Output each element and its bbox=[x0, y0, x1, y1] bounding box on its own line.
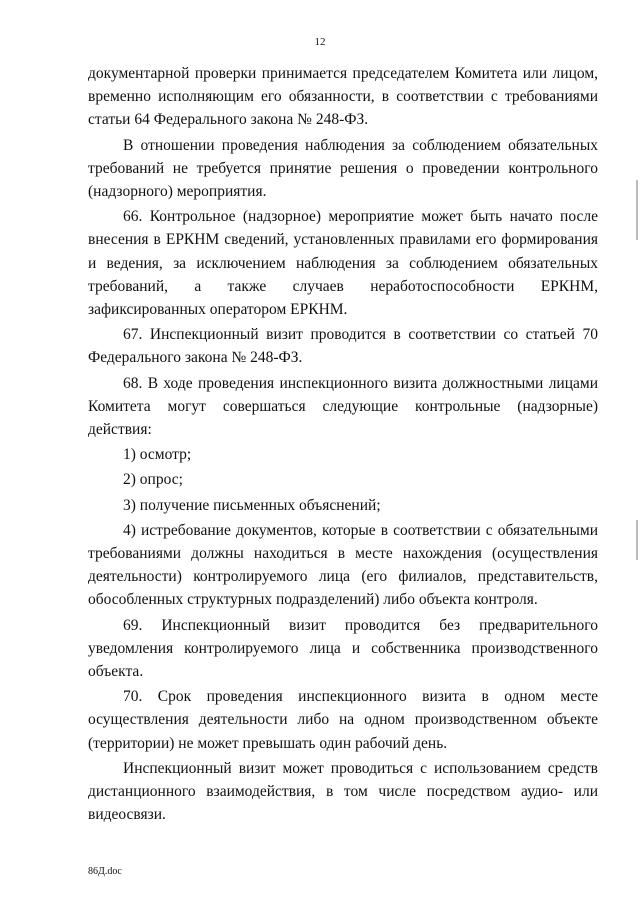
page-number: 12 bbox=[314, 36, 326, 48]
footer-filename: 86Д.doc bbox=[88, 866, 122, 877]
list-item-2: 2) опрос; bbox=[123, 471, 183, 489]
paragraph-68: 68. В ходе проведения инспекционного визита должностными лицами Комитета могут совершаться следующие контрольные (надзорные) действия: bbox=[88, 374, 598, 439]
paragraph-67: 67. Инспекционный визит проводится в соответствии со статьей 70 Федерального закона № 248-ФЗ. bbox=[88, 326, 598, 367]
scan-edge-mark bbox=[636, 180, 638, 240]
list-item-3: 3) получение письменных объяснений; bbox=[123, 496, 381, 514]
paragraph-66: 66. Контрольное (надзорное) мероприятие может быть начато после внесения в ЕРКНМ сведений, установленных правилами его формирования и ведения, за исключением наблюдения за соблюдением обязательных требований, а также случаев неработоспособности ЕРКНМ, зафиксированных оператором ЕРКНМ. bbox=[88, 208, 598, 319]
paragraph-continuation: документарной проверки принимается председателем Комитета или лицом, временно исполняющим его обязанности, в соответствии с требованиями статьи 64 Федерального закона № 248-ФЗ. bbox=[88, 65, 598, 129]
paragraph-observation: В отношении проведения наблюдения за соблюдением обязательных требований не требуется принятие решения о проведении контрольного (надзорного) мероприятия. bbox=[88, 136, 598, 201]
paragraph-69: 69. Инспекционный визит проводится без предварительного уведомления контролируемого лица и собственника производственного объекта. bbox=[88, 616, 598, 681]
paragraph-remote-visit: Инспекционный визит может проводиться с использованием средств дистанционного взаимодействия, в том числе посредством аудио- или видеосвязи. bbox=[88, 759, 598, 824]
scan-edge-mark bbox=[636, 520, 638, 560]
list-item-1: 1) осмотр; bbox=[123, 446, 192, 464]
document-body bbox=[88, 62, 598, 829]
paragraph-70: 70. Срок проведения инспекционного визита в одном месте осуществления деятельности либо на одном производственном объекте (территории) не может превышать один рабочий день. bbox=[88, 688, 598, 752]
list-item-4: 4) истребование документов, которые в соответствии с обязательными требованиями должны находиться в месте нахождения (осуществления деятельности) контролируемого лица (его филиалов, представительств, обособленных структурных подразделений) либо объекта контроля. bbox=[88, 521, 598, 609]
